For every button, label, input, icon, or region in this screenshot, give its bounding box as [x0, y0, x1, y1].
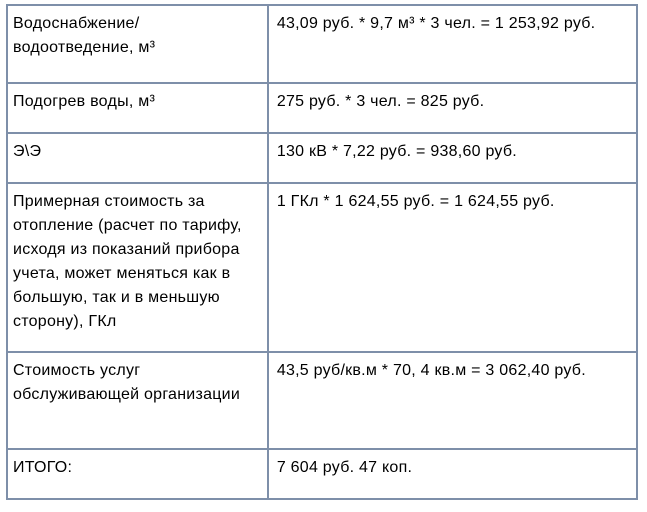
row-label-line: исходя из показаний прибора: [13, 241, 240, 258]
row-label-cell: [7, 133, 268, 183]
row-value: 275 руб. * 3 чел. = 825 руб.: [276, 93, 485, 110]
row-value: 7 604 руб. 47 коп.: [276, 459, 413, 476]
row-value-cell: [268, 83, 637, 133]
row-label-line: обслуживающей организации: [13, 386, 240, 403]
table-row: [7, 449, 637, 499]
row-value-cell: [268, 133, 637, 183]
table-row: [7, 352, 637, 449]
row-label-line: Стоимость услуг: [13, 362, 141, 379]
table-row: [7, 83, 637, 133]
row-label-cell: [7, 352, 268, 449]
row-label-cell: [7, 183, 268, 352]
row-label-line: водоотведение, м³: [13, 39, 156, 56]
row-value: 43,5 руб/кв.м * 70, 4 кв.м = 3 062,40 руб.: [276, 362, 586, 379]
row-label-line: Э\Э: [13, 143, 42, 160]
row-label-cell: [7, 449, 268, 499]
utility-cost-table: [6, 4, 638, 500]
row-label-line: Водоснабжение/: [13, 15, 140, 32]
row-label-line: отопление (расчет по тарифу,: [13, 217, 242, 234]
table-row: [7, 5, 637, 83]
row-label-line: Примерная стоимость за: [13, 193, 205, 210]
row-value-cell: [268, 449, 637, 499]
row-label-cell: [7, 5, 268, 83]
row-label-cell: [7, 83, 268, 133]
row-value-cell: [268, 352, 637, 449]
row-label-line: сторону), ГКл: [13, 313, 117, 330]
row-value-cell: [268, 183, 637, 352]
row-label-line: учета, может меняться как в: [13, 265, 231, 282]
table-row: [7, 133, 637, 183]
row-value: 130 кВ * 7,22 руб. = 938,60 руб.: [276, 143, 517, 160]
row-label-line: большую, так и в меньшую: [13, 289, 220, 306]
table-row: [7, 183, 637, 352]
row-value: 1 ГКл * 1 624,55 руб. = 1 624,55 руб.: [276, 193, 555, 210]
row-label-line: ИТОГО:: [13, 459, 73, 476]
row-value: 43,09 руб. * 9,7 м³ * 3 чел. = 1 253,92 руб.: [276, 15, 596, 32]
row-label-line: Подогрев воды, м³: [13, 93, 156, 110]
row-value-cell: [268, 5, 637, 83]
